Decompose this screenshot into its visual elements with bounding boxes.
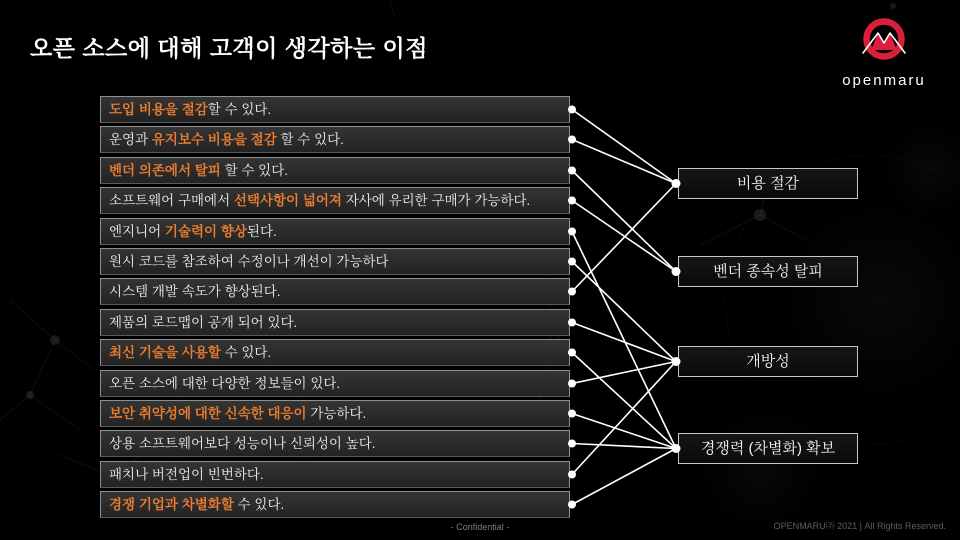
benefit-text-highlight: 최신 기술을 사용할 bbox=[109, 345, 221, 360]
benefit-text: 제품의 로드맵이 공개 되어 있다. bbox=[109, 315, 298, 330]
slide-title: 오픈 소스에 대해 고객이 생각하는 이점 bbox=[30, 35, 428, 61]
benefit-text: 상용 소프트웨어보다 성능이나 신뢰성이 높다. bbox=[109, 436, 376, 451]
connector-line bbox=[572, 140, 676, 184]
benefit-text: 운영과 bbox=[109, 132, 152, 147]
benefit-text: 할 수 있다. bbox=[276, 132, 344, 147]
benefit-item bbox=[100, 96, 570, 123]
connector-line bbox=[572, 449, 676, 505]
benefit-item bbox=[100, 430, 570, 457]
benefit-text: 오픈 소스에 대한 다양한 정보들이 있다. bbox=[109, 376, 341, 391]
benefit-item bbox=[100, 461, 570, 488]
benefit-text-highlight: 도입 비용을 절감 bbox=[109, 102, 208, 117]
connector-line bbox=[572, 444, 676, 449]
benefit-text: 자사에 유리한 구매가 가능하다. bbox=[341, 193, 531, 208]
benefit-text-highlight: 선택사항이 넓어져 bbox=[233, 193, 342, 208]
category-box: 벤더 종속성 탈피 bbox=[678, 256, 858, 287]
benefit-text: 할 수 있다. bbox=[207, 102, 272, 117]
connector-line bbox=[572, 362, 676, 384]
benefit-item bbox=[100, 126, 570, 153]
benefit-text: 가능하다. bbox=[306, 406, 367, 421]
benefit-item bbox=[100, 491, 570, 518]
openmaru-logo bbox=[826, 16, 942, 89]
openmaru-logo-icon bbox=[856, 16, 912, 66]
benefit-item bbox=[100, 370, 570, 397]
connector-line bbox=[572, 201, 676, 272]
benefit-item bbox=[100, 157, 570, 184]
benefit-text: 엔지니어 bbox=[109, 224, 165, 239]
connector-line bbox=[572, 110, 676, 184]
benefit-item bbox=[100, 278, 570, 305]
connector-line bbox=[572, 323, 676, 362]
benefit-text-highlight: 유지보수 비용을 절감 bbox=[151, 132, 277, 147]
connector-line bbox=[572, 414, 676, 449]
footer-confidential: - Confidential - bbox=[450, 522, 510, 532]
benefit-text-highlight: 기술력이 향상 bbox=[164, 224, 247, 239]
category-box: 개방성 bbox=[678, 346, 858, 377]
benefit-item bbox=[100, 309, 570, 336]
benefit-text: 수 있다. bbox=[233, 497, 285, 512]
connector-line bbox=[572, 353, 676, 449]
connector-line bbox=[572, 262, 676, 362]
footer-copyright: OPENMARU㈜ 2021 | All Rights Reserved. bbox=[773, 521, 946, 531]
benefit-text: 된다. bbox=[246, 224, 277, 239]
benefit-text: 할 수 있다. bbox=[220, 163, 289, 178]
openmaru-logo-text: openmaru bbox=[842, 72, 926, 89]
benefit-text-highlight: 벤더 의존에서 탈피 bbox=[109, 163, 221, 178]
category-box: 경쟁력 (차별화) 확보 bbox=[678, 433, 858, 464]
connector-line bbox=[572, 171, 676, 272]
benefit-text: 시스템 개발 속도가 향상된다. bbox=[109, 284, 281, 299]
benefit-text: 소프트웨어 구매에서 bbox=[109, 193, 234, 208]
benefit-text-highlight: 보안 취약성에 대한 신속한 대응이 bbox=[109, 406, 307, 421]
benefit-text: 원시 코드를 참조하여 수정이나 개선이 가능하다 bbox=[109, 254, 389, 269]
connector-line bbox=[572, 362, 676, 475]
benefit-item bbox=[100, 218, 570, 245]
benefit-text-highlight: 경쟁 기업과 차별화할 bbox=[109, 497, 234, 512]
benefit-item bbox=[100, 248, 570, 275]
benefit-item bbox=[100, 339, 570, 366]
benefit-item bbox=[100, 400, 570, 427]
connector-line bbox=[572, 232, 676, 449]
benefit-text: 수 있다. bbox=[220, 345, 272, 360]
benefit-item bbox=[100, 187, 570, 214]
benefit-text: 패치나 버전업이 빈번하다. bbox=[109, 467, 264, 482]
connector-line bbox=[572, 184, 676, 292]
category-box: 비용 절감 bbox=[678, 168, 858, 199]
